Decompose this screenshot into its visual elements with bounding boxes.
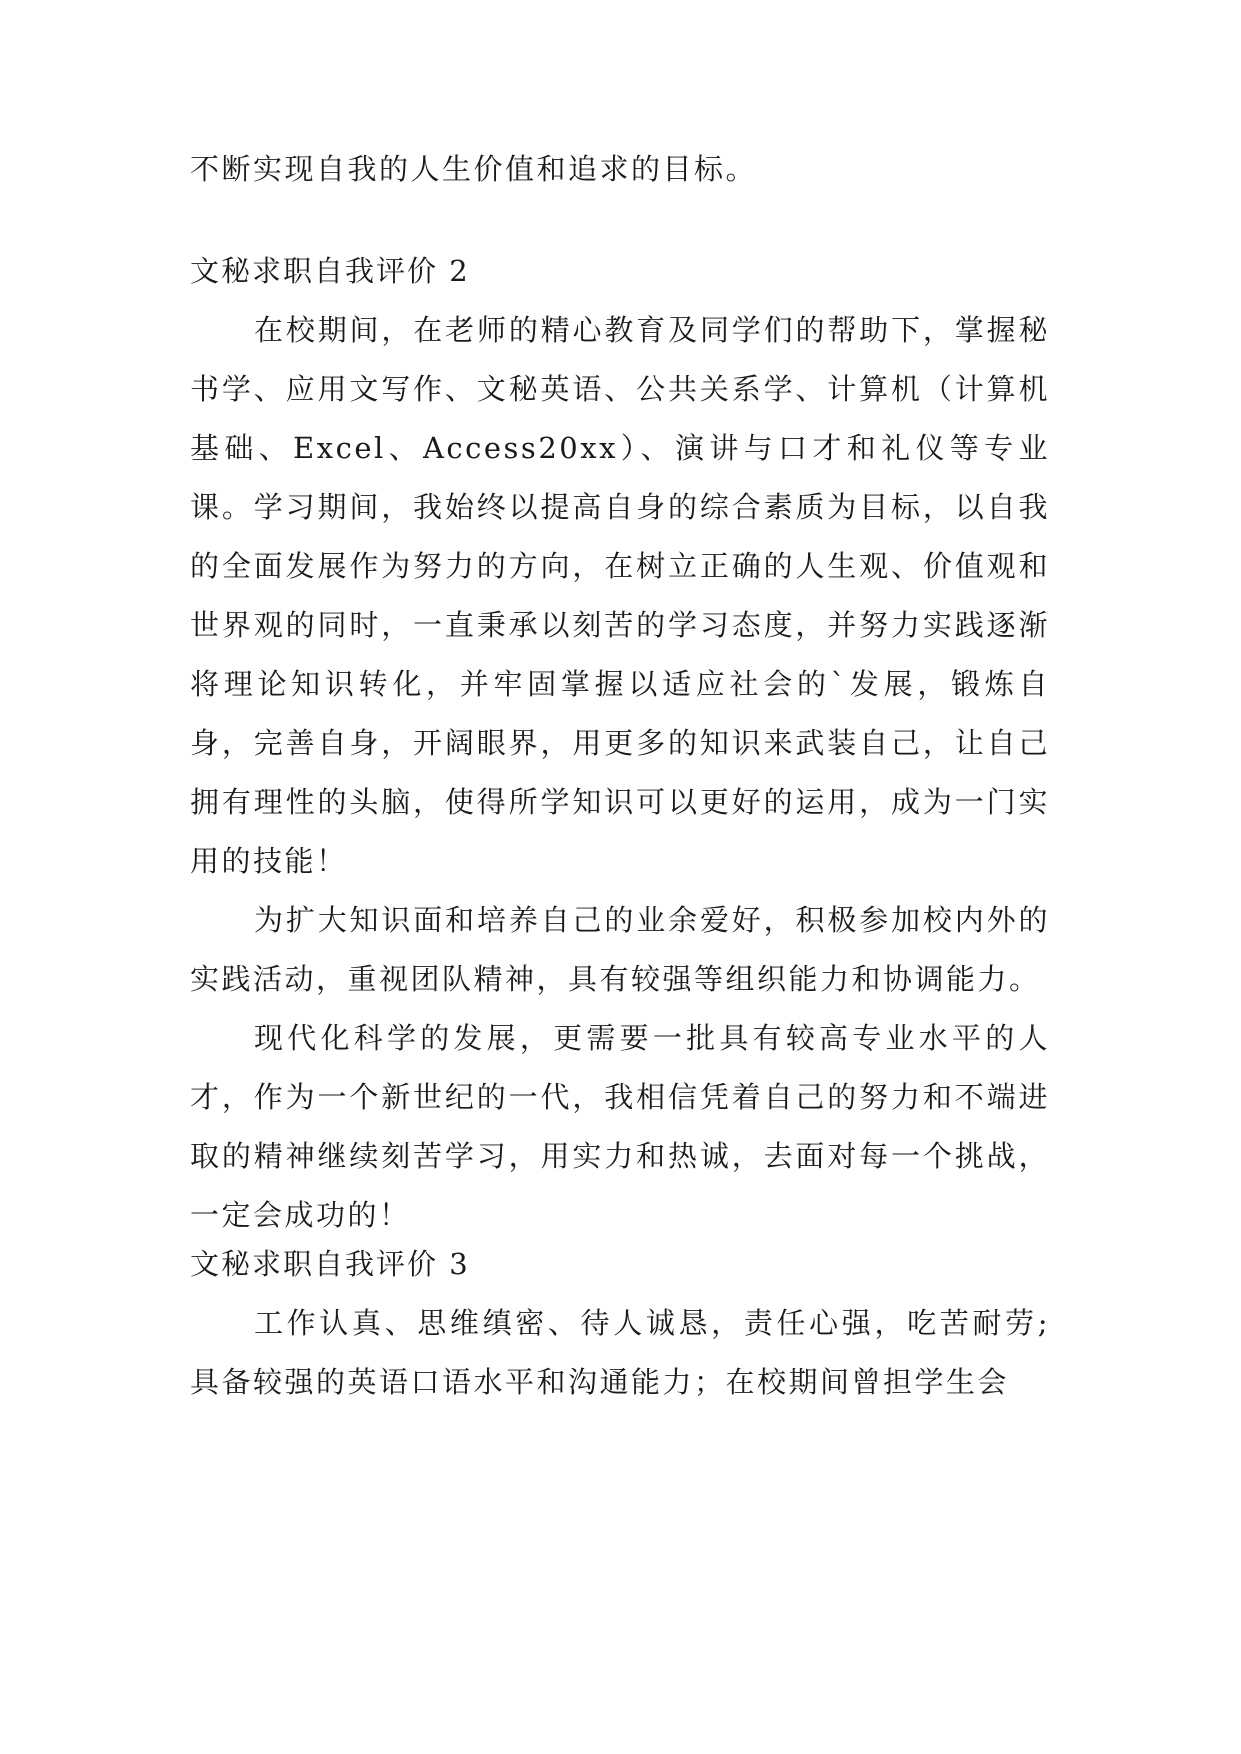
section-2-paragraph-1: 在校期间，在老师的精心教育及同学们的帮助下，掌握秘书学、应用文写作、文秘英语、公共关系学、计算机（计算机基础、Excel、Access20xx）、演讲与口才和礼仪等专业课。学习期间，我始终以提高自身的综合素质为目标，以自我的全面发展作为努力的方向，在树立正确的人生观、价值观和世界观的同时，一直秉承以刻苦的学习态度，并努力实践逐渐将理论知识转化，并牢固掌握以适应社会的`发展，锻炼自身，完善自身，开阔眼界，用更多的知识来武装自己，让自己拥有理性的头脑，使得所学知识可以更好的运用，成为一门实用的技能！: [190, 313, 1050, 878]
section-2-paragraph-2: 为扩大知识面和培养自己的业余爱好，积极参加校内外的实践活动，重视团队精神，具有较强等组织能力和协调能力。: [190, 903, 1050, 996]
section-2-body: [190, 301, 1050, 1245]
section-3-body: [190, 1294, 1050, 1412]
section-2-paragraph-3: 现代化科学的发展，更需要一批具有较高专业水平的人才，作为一个新世纪的一代，我相信凭着自己的努力和不端进取的精神继续刻苦学习，用实力和热诚，去面对每一个挑战，一定会成功的！: [190, 1021, 1050, 1232]
continuation-paragraph: 不断实现自我的人生价值和追求的目标。: [190, 152, 758, 186]
section-3-paragraph-1: 工作认真、思维缜密、待人诚恳，责任心强，吃苦耐劳;具备较强的英语口语水平和沟通能力；在校期间曾担学生会: [190, 1306, 1050, 1399]
continuation-text-block: [190, 140, 1050, 199]
section-3-title: 文秘求职自我评价 3: [190, 1247, 470, 1281]
section-2-title: 文秘求职自我评价 2: [190, 254, 470, 288]
